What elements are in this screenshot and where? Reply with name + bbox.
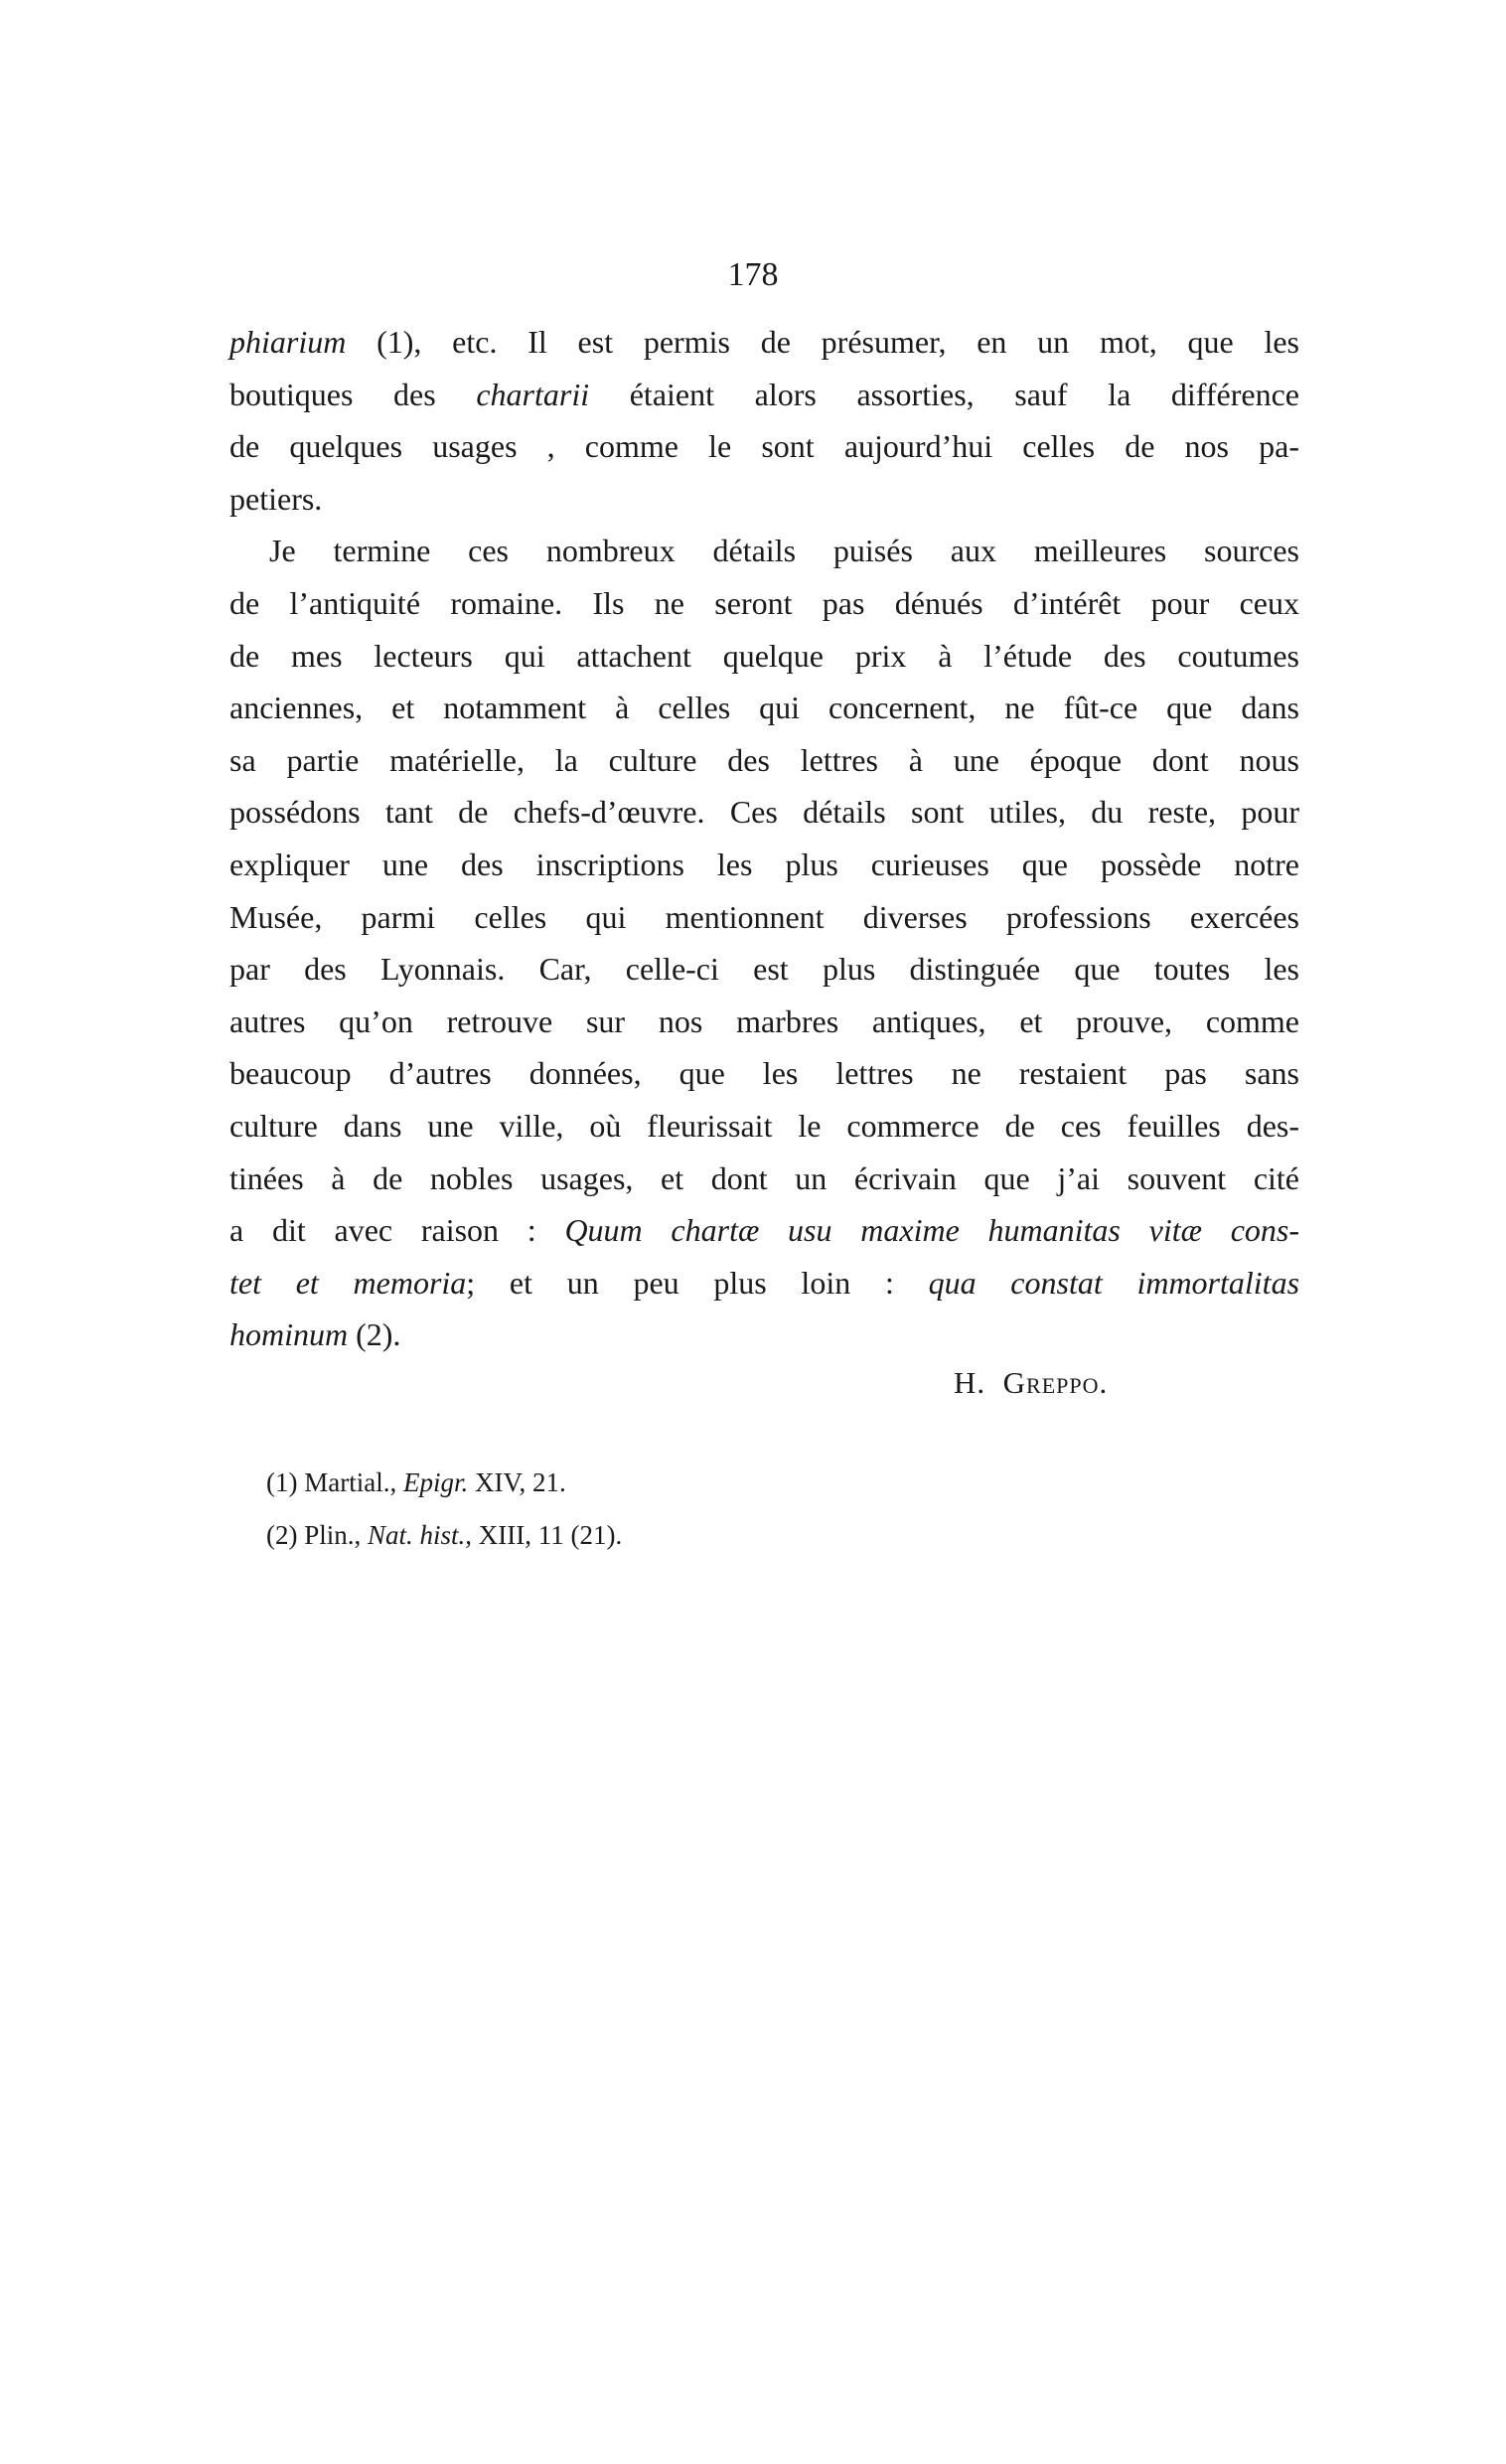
text-segment: culture dans une ville, où fleurissait le commerce de ces feuilles des- <box>229 1107 1299 1144</box>
text-segment: beaucoup d’autres données, que les lettres ne restaient pas sans <box>229 1055 1299 1092</box>
text-segment: (1), etc. Il est permis de présumer, en un mot, que les <box>346 324 1299 360</box>
text-segment: ; et un peu plus loin : <box>466 1264 929 1301</box>
text-segment: boutiques des <box>229 376 477 412</box>
paragraph <box>229 525 1299 1361</box>
footnote <box>266 1457 622 1509</box>
text-line <box>229 369 1299 421</box>
text-line <box>229 1257 1299 1309</box>
text-segment: possédons tant de chefs-d’œuvre. Ces détails sont utiles, du reste, pour <box>229 794 1299 831</box>
text-segment: de l’antiquité romaine. Ils ne seront pas dénués d’intérêt pour ceux <box>229 584 1299 621</box>
text-line <box>229 682 1299 734</box>
paragraph <box>229 316 1299 525</box>
text-line <box>229 1047 1299 1100</box>
text-segment: étaient alors assorties, sauf la différence <box>589 376 1299 412</box>
text-line <box>229 1309 1299 1361</box>
text-line <box>229 734 1299 787</box>
text-line <box>229 891 1299 944</box>
text-segment: de quelques usages , comme le sont aujourd’hui celles de nos pa- <box>229 428 1299 465</box>
text-line <box>229 630 1299 683</box>
text-line <box>229 1100 1299 1153</box>
page-number: 178 <box>727 256 779 293</box>
text-segment: sa partie matérielle, la culture des lettres à une époque dont nous <box>229 741 1299 778</box>
text-segment: a dit avec raison : <box>229 1212 565 1249</box>
text-segment: (2). <box>348 1316 401 1353</box>
text-line <box>229 996 1299 1048</box>
text-segment: (1) Martial., <box>266 1467 403 1497</box>
signature-initial: H. <box>954 1365 986 1400</box>
text-segment: expliquer une des inscriptions les plus curieuses que possède notre <box>229 846 1299 882</box>
text-segment: tinées à de nobles usages, et dont un écrivain que j’ai souvent cité <box>229 1159 1299 1196</box>
text-segment: Je termine ces nombreux détails puisés aux meilleures sources <box>269 533 1299 569</box>
text-line <box>229 786 1299 839</box>
text-line <box>229 943 1299 996</box>
text-segment: XIV, 21. <box>468 1467 566 1497</box>
italic-text: Quum chartæ usu maxime humanitas vitæ cons- <box>564 1212 1299 1249</box>
signature-name: Greppo. <box>1002 1365 1109 1400</box>
text-line <box>229 577 1299 630</box>
italic-text: Epigr. <box>402 1467 469 1497</box>
text-line <box>229 839 1299 891</box>
text-line <box>229 420 1299 473</box>
italic-text: Nat. hist. <box>368 1520 466 1550</box>
text-segment: par des Lyonnais. Car, celle-ci est plus distinguée que toutes les <box>229 951 1299 988</box>
text-segment: autres qu’on retrouve sur nos marbres antiques, et prouve, comme <box>229 1002 1299 1039</box>
text-line <box>229 316 1299 369</box>
text-line <box>229 1153 1299 1205</box>
text-line <box>229 525 1299 577</box>
text-segment: (2) Plin., <box>266 1520 369 1550</box>
footnotes <box>266 1457 622 1562</box>
text-segment: anciennes, et notamment à celles qui concernent, ne fût-ce que dans <box>229 690 1299 726</box>
italic-text: phiarium <box>229 324 347 360</box>
text-segment: petiers. <box>229 480 323 517</box>
italic-text: qua constat immortalitas <box>928 1264 1300 1301</box>
footnote <box>266 1509 622 1562</box>
author-signature <box>954 1365 1108 1401</box>
text-line <box>229 1204 1299 1257</box>
italic-text: hominum <box>229 1316 349 1353</box>
text-line <box>229 473 1299 526</box>
italic-text: chartarii <box>476 376 590 412</box>
text-segment: , XIII, 11 (21). <box>465 1520 623 1550</box>
text-segment: de mes lecteurs qui attachent quelque prix à l’étude des coutumes <box>229 637 1299 674</box>
italic-text: tet et memoria <box>229 1264 467 1301</box>
body-text <box>229 316 1299 1361</box>
text-segment: Musée, parmi celles qui mentionnent diverses professions exercées <box>229 898 1299 935</box>
